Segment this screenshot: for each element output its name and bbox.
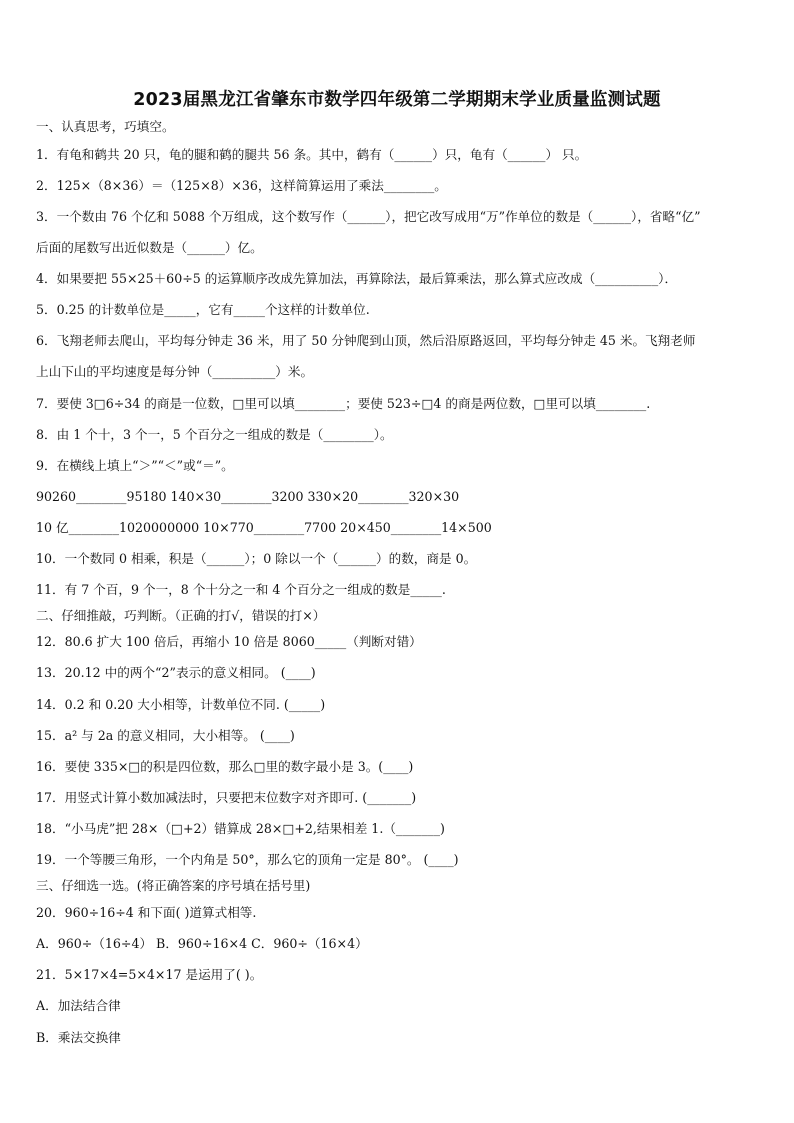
exam-title: 2023届黑龙江省肇东市数学四年级第二学期期末学业质量监测试题: [133, 90, 661, 110]
question-6-cont: 上山下山的平均速度是每分钟（__________）米。: [36, 364, 314, 379]
question-7: 7．要使 3□6÷34 的商是一位数，□里可以填________；要使 523÷□4 的商是两位数，□里可以填________.: [36, 396, 651, 411]
question-18: 18．“小马虎”把 28×（□+2）错算成 28×□+2,结果相差 1.（_______): [36, 821, 445, 836]
section-3-heading: 三、仔细选一选。(将正确答案的序号填在括号里): [36, 878, 311, 893]
question-20-options: A．960÷（16÷4） B．960÷16×4 C．960÷（16×4）: [36, 936, 368, 951]
section-2-heading: 二、仔细推敲，巧判断。（正确的打√，错误的打×）: [36, 608, 326, 623]
question-21-option-a: A．加法结合律: [36, 998, 121, 1013]
question-13: 13．20.12 中的两个“2”表示的意义相同。 (____): [36, 665, 316, 680]
question-11: 11．有 7 个百，9 个一，8 个十分之一和 4 个百分之一组成的数是_____.: [36, 582, 446, 597]
question-20: 20．960÷16÷4 和下面( )道算式相等.: [36, 905, 257, 920]
question-15: 15．a² 与 2a 的意义相同，大小相等。 (____): [36, 728, 295, 743]
question-21-option-b: B．乘法交换律: [36, 1030, 121, 1045]
question-19: 19．一个等腰三角形，一个内角是 50°，那么它的顶角一定是 80°。 (____): [36, 852, 459, 867]
question-2: 2．125×（8×36）＝（125×8）×36，这样简算运用了乘法________。: [36, 178, 447, 193]
question-3-cont: 后面的尾数写出近似数是（______）亿。: [36, 240, 263, 255]
question-9-row-2: 10 亿________1020000000 10×770________7700 20×450________14×500: [36, 520, 492, 535]
question-9-row-1: 90260________95180 140×30________3200 330×20________320×30: [36, 489, 460, 504]
question-16: 16．要使 335×□的积是四位数，那么□里的数字最小是 3。(____): [36, 759, 414, 774]
question-4: 4．如果要把 55×25＋60÷5 的运算顺序改成先算加法，再算除法，最后算乘法，那么算式应改成（__________）．: [36, 271, 678, 286]
question-3: 3．一个数由 76 个亿和 5088 个万组成，这个数写作（______），把它改写成用“万”作单位的数是（______），省略“亿”: [36, 209, 701, 224]
question-12: 12．80.6 扩大 100 倍后，再缩小 10 倍是 8060_____（判断对错）: [36, 634, 422, 649]
question-9: 9．在横线上填上“＞”“＜”或“＝”。: [36, 458, 234, 473]
question-14: 14．0.2 和 0.20 大小相等，计数单位不同. (_____): [36, 697, 326, 712]
question-8: 8．由 1 个十，3 个一，5 个百分之一组成的数是（________）。: [36, 427, 393, 442]
question-6: 6．飞翔老师去爬山，平均每分钟走 36 米，用了 50 分钟爬到山顶，然后沿原路返回，平均每分钟走 45 米。飞翔老师: [36, 333, 696, 348]
section-1-heading: 一、认真思考，巧填空。: [36, 119, 175, 134]
question-5: 5．0.25 的计数单位是_____，它有_____个这样的计数单位.: [36, 302, 370, 317]
question-17: 17．用竖式计算小数加减法时，只要把末位数字对齐即可. (_______): [36, 790, 417, 805]
question-21: 21．5×17×4=5×4×17 是运用了( )。: [36, 967, 263, 982]
question-10: 10．一个数同 0 相乘，积是（______）；0 除以一个（______）的数，商是 0。: [36, 551, 477, 566]
question-1: 1．有龟和鹤共 20 只，龟的腿和鹤的腿共 56 条。其中，鹤有（______）只，龟有（______） 只。: [36, 147, 588, 162]
